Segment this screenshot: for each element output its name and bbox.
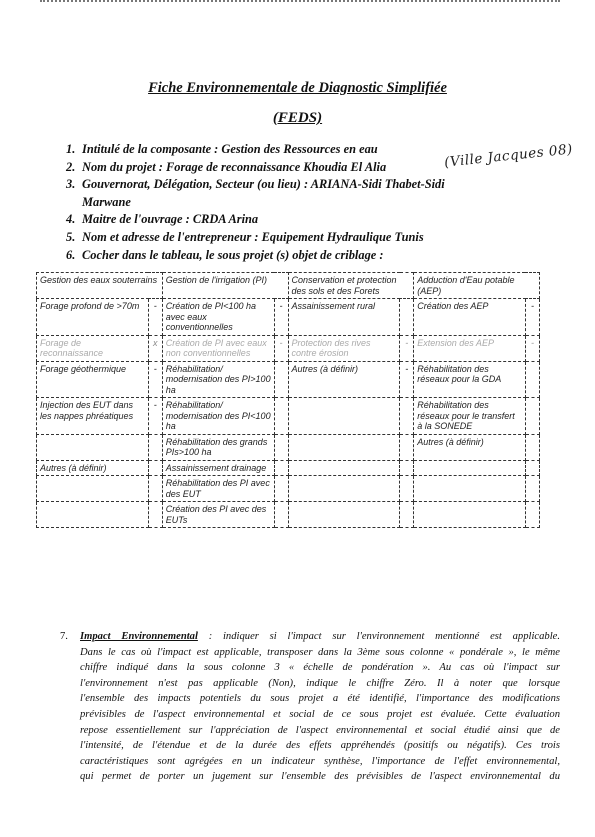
checkbox-cell[interactable]: - [148,398,162,435]
section-heading: Impact Environnemental [80,631,198,642]
checkbox-cell[interactable]: - [400,361,414,398]
checkbox-cell[interactable] [274,460,288,476]
table-row: Réhabilitation des grands PIs>100 ha Autres (à définir) [37,434,540,460]
list-item: 4. Maitre de l'ouvrage : CRDA Arina [66,212,259,227]
checkbox-cell[interactable]: - [525,335,539,361]
checkbox-cell[interactable] [148,434,162,460]
top-border-dots [40,0,560,2]
checkbox-cell[interactable] [525,361,539,398]
checkbox-cell[interactable] [525,502,539,528]
checkbox-cell[interactable] [274,361,288,398]
header-irrigation: Gestion de l'irrigation (PI) [162,273,288,299]
checkbox-cell[interactable] [148,502,162,528]
page-title: Fiche Environnementale de Diagnostic Simplifiée [148,80,447,96]
table-row: Création des PI avec des EUTs [37,502,540,528]
table-row: Injection des EUT dans les nappes phréatiques - Réhabilitation/ modernisation des PI<100 ha Réhabilitation des réseaux pour le transfert à la SONEDE [37,398,540,435]
checkbox-cell[interactable] [400,502,414,528]
section-number: 7. [60,631,68,642]
checkbox-cell[interactable] [400,398,414,435]
header-groundwater: Gestion des eaux souterrains [37,273,163,299]
list-item: 5. Nom et adresse de l'entrepreneur : Equipement Hydraulique Tunis [66,229,424,244]
table-row: Forage profond de >70m - Création de PI<100 ha avec eaux conventionnelles - Assainissement rural Création des AEP - [37,299,540,336]
table-row: Forage de reconnaissance x Création de PI avec eaux non conventionnelles - Protection des rives contre érosion - Extension des AEP - [37,335,540,361]
checkbox-cell[interactable] [148,460,162,476]
impact-section [60,629,560,785]
checkbox-cell[interactable] [400,476,414,502]
checkbox-cell[interactable] [274,476,288,502]
subproject-table [36,272,540,528]
table-row: Forage géothermique - Réhabilitation/ modernisation des PI>100 ha Autres (à définir) - Réhabilitation des réseaux pour la GDA [37,361,540,398]
checkbox-cell[interactable] [274,502,288,528]
header-soil-forest: Conservation et protection des sols et des Forets [288,273,414,299]
checkbox-cell[interactable] [148,476,162,502]
checkbox-cell[interactable]: x [148,335,162,361]
checkbox-cell[interactable] [525,434,539,460]
checkbox-cell[interactable] [525,476,539,502]
checkbox-cell[interactable]: - [525,299,539,336]
checkbox-cell[interactable] [400,299,414,336]
checkbox-cell[interactable]: - [274,335,288,361]
table-header-row [37,273,540,299]
checkbox-cell[interactable] [274,398,288,435]
checkbox-cell[interactable]: - [400,335,414,361]
checkbox-cell[interactable] [400,434,414,460]
checkbox-cell[interactable] [400,460,414,476]
checkbox-cell[interactable] [525,398,539,435]
handwritten-annotation: (Ville Jacques 08) [443,141,574,171]
table-row: Réhabilitation des PI avec des EUT [37,476,540,502]
list-item: 6. Cocher dans le tableau, le sous projet (s) objet de criblage : [66,247,384,262]
list-item: 2. Nom du projet : Forage de reconnaissance Khoudia El Alia [66,159,387,174]
table-row: Autres (à définir) Assainissement drainage [37,460,540,476]
impact-paragraph: Impact Environnemental : indiquer si l'impact sur l'environnement mentionné est applicable. Dans le cas où l'impact est applicable, transposer dans la 3ème sous colonne « pondérale », le même chiffre indiqué dans la sous colonne 3 « échelle de pondération ». Au cas où l'impact sur l'environnement n'est pas applicable (Non), indique le chiffre Zéro. Il à noter que lorsque l'ensemble des impacts potentiels du sous projet a été identifié, l'importance des modifications prévisibles de l'aspect environnemental et social de ce sous projet est évaluée. Cette évaluation repose essentiellement sur l'appréciation de l'aspect environnemental et social étudié ainsi que de l'intensité, de l'étendue et de la durée des effets appréhendés (positifs ou négatifs). Ces trois caractéristiques sont agrégées en un indicateur synthèse, l'importance de l'effet environnemental, qui permet de porter un jugement sur l'ensemble des prévisibles de l'aspect environnemental du [80,631,560,783]
checkbox-cell[interactable] [274,434,288,460]
list-item: Marwane [82,194,131,209]
header-drinking-water: Adduction d'Eau potable (AEP) [414,273,540,299]
checkbox-cell[interactable]: - [148,299,162,336]
checkbox-cell[interactable]: - [148,361,162,398]
page-subtitle: (FEDS) [272,110,323,126]
list-item: 3. Gouvernorat, Délégation, Secteur (ou lieu) : ARIANA-Sidi Thabet-Sidi [66,177,445,192]
checkbox-cell[interactable]: - [274,299,288,336]
list-item: 1. Intitulé de la composante : Gestion des Ressources en eau [66,142,378,156]
checkbox-cell[interactable] [525,460,539,476]
